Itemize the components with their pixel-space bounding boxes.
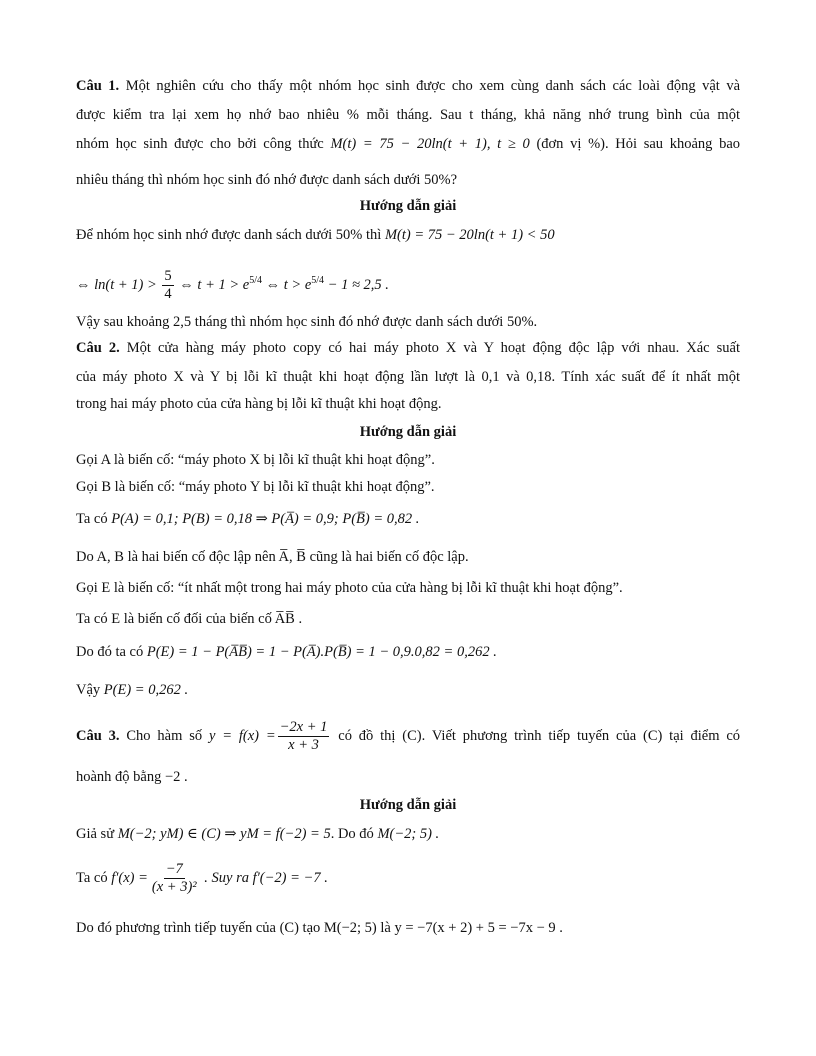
q1-sol-e1: ⇔ t + 1 > e	[179, 276, 250, 293]
q1-sol-line-1	[76, 225, 555, 245]
q1-sol-ln: ⇔ ln(t + 1) >	[76, 276, 157, 293]
q1-text-3a: nhóm học sinh được cho bởi công thức	[76, 136, 324, 152]
q3-sol-point-M: M(−2; 5) .	[377, 826, 440, 842]
q1-sol-exp1: 5/4	[249, 275, 262, 286]
q3-fraction-fprime	[150, 861, 199, 896]
q2-sol-text-8: Vậy	[76, 682, 101, 698]
q1-sol-result: − 1 ≈ 2,5 .	[327, 276, 389, 293]
q1-frac-den: 4	[164, 286, 172, 302]
q1-sol-line-2	[76, 263, 389, 303]
q2-sol-text-7: Do đó ta có	[76, 644, 144, 660]
q3-text-1a: Cho hàm số	[126, 728, 203, 744]
q3-fx: y = f(x) =	[208, 728, 276, 744]
q3-sol-text-2b: . Suy ra f′(−2) = −7 .	[204, 870, 328, 886]
q1-sol-e2: ⇔ t > e	[265, 276, 312, 293]
q2-sol-formula-8: P(E) = 0,262 .	[103, 682, 189, 698]
q3-fraction-fx	[278, 719, 330, 754]
q2-line-3: trong hai máy photo của cửa hàng bị lỗi kĩ thuật khi hoạt động.	[76, 396, 442, 412]
q3-solution-heading: Hướng dẫn giải	[359, 797, 457, 813]
q2-sol-formula-7: P(E) = 1 − P(A̅B̅) = 1 − P(A̅).P(B̅) = 1 − 0,9.0,82 = 0,262 .	[146, 644, 497, 660]
q1-text-1: Một nghiên cứu cho thấy một nhóm học sinh được cho xem cùng danh sách các loài động vật và	[125, 78, 741, 94]
q2-line-1	[76, 338, 740, 358]
q2-sol-line-6: Ta có E là biến cố đối của biến cố A̅B̅ .	[76, 611, 303, 627]
q2-text-1: Một cửa hàng máy photo copy có hai máy photo X và Y hoạt động độc lập với nhau. Xác suất	[126, 340, 740, 356]
q2-sol-line-3	[76, 509, 419, 529]
q3-frac-num: −2x + 1	[279, 719, 328, 736]
q3-fprime-den: (x + 3)²	[151, 879, 197, 896]
q3-label: Câu 3.	[76, 728, 120, 744]
q2-sol-text-3: Ta có	[76, 511, 108, 527]
q1-frac-num: 5	[164, 268, 172, 284]
q1-fraction-5-4	[162, 268, 173, 303]
q3-fprime-num: −7	[165, 861, 183, 878]
q2-solution-heading: Hướng dẫn giải	[359, 424, 457, 440]
q2-line-2: của máy photo X và Y bị lỗi kĩ thuật khi hoạt động lần lượt là 0,1 và 0,18. Tính xác suất để ít nhất một	[76, 369, 740, 385]
q1-solution-heading: Hướng dẫn giải	[359, 198, 457, 214]
q1-line-2: được kiểm tra lại xem họ nhớ bao nhiêu % mỗi tháng. Sau t tháng, khả năng nhớ trung bình của một	[76, 107, 740, 123]
q2-sol-line-5: Gọi E là biến cố: “ít nhất một trong hai máy photo của cửa hàng bị lỗi kĩ thuật khi hoạt động”.	[76, 580, 623, 596]
q1-sol-line-3: Vậy sau khoảng 2,5 tháng thì nhóm học sinh đó nhớ được danh sách dưới 50%.	[76, 314, 538, 330]
q3-sol-text-2: Ta có	[76, 870, 108, 886]
q1-formula-M: M(t) = 75 − 20ln(t + 1), t ≥ 0	[330, 136, 530, 152]
q3-frac-den: x + 3	[288, 737, 319, 754]
q3-line-2: hoành độ bằng −2 .	[76, 769, 188, 785]
q2-sol-line-4: Do A, B là hai biến cố độc lập nên A̅, B̅ cũng là hai biến cố độc lập.	[76, 549, 469, 565]
q2-sol-line-7	[76, 642, 497, 662]
q1-line-4: nhiêu tháng thì nhóm học sinh đó nhớ được danh sách dưới 50%?	[76, 172, 458, 188]
q3-sol-line-2	[76, 858, 328, 898]
q1-label: Câu 1.	[76, 78, 120, 94]
q1-sol-exp2: 5/4	[311, 275, 325, 286]
q1-line-3	[76, 134, 740, 154]
q2-sol-formula-3: P(A) = 0,1; P(B) = 0,18 ⇒ P(A̅) = 0,9; P(B̅) = 0,82 .	[111, 511, 420, 527]
q3-sol-formula-1: M(−2; yM) ∈ (C) ⇒ yM = f(−2) = 5	[117, 826, 331, 842]
q2-label: Câu 2.	[76, 340, 120, 356]
q1-line-1	[76, 76, 740, 96]
q3-sol-text-1b: . Do đó	[330, 826, 374, 842]
q3-line-1	[76, 716, 740, 756]
q2-sol-line-8	[76, 680, 188, 700]
q3-sol-fprime: f′(x) =	[111, 870, 148, 886]
q1-sol-formula-1: M(t) = 75 − 20ln(t + 1) < 50	[384, 227, 555, 243]
q3-sol-text-1a: Giả sử	[76, 826, 115, 842]
q3-sol-line-3: Do đó phương trình tiếp tuyến của (C) tạo M(−2; 5) là y = −7(x + 2) + 5 = −7x − 9 .	[76, 920, 563, 936]
q3-text-1b: có đồ thị (C). Viết phương trình tiếp tuyến của (C) tại điểm có	[338, 728, 741, 744]
q1-text-3b: (đơn vị %). Hỏi sau khoảng bao	[536, 136, 741, 152]
q2-sol-line-2: Gọi B là biến cố: “máy photo Y bị lỗi kĩ thuật khi hoạt động”.	[76, 479, 435, 495]
q1-sol-text-1: Để nhóm học sinh nhớ được danh sách dưới 50% thì	[76, 227, 382, 243]
q3-sol-line-1	[76, 824, 439, 844]
q2-sol-line-1: Gọi A là biến cố: “máy photo X bị lỗi kĩ thuật khi hoạt động”.	[76, 452, 435, 468]
